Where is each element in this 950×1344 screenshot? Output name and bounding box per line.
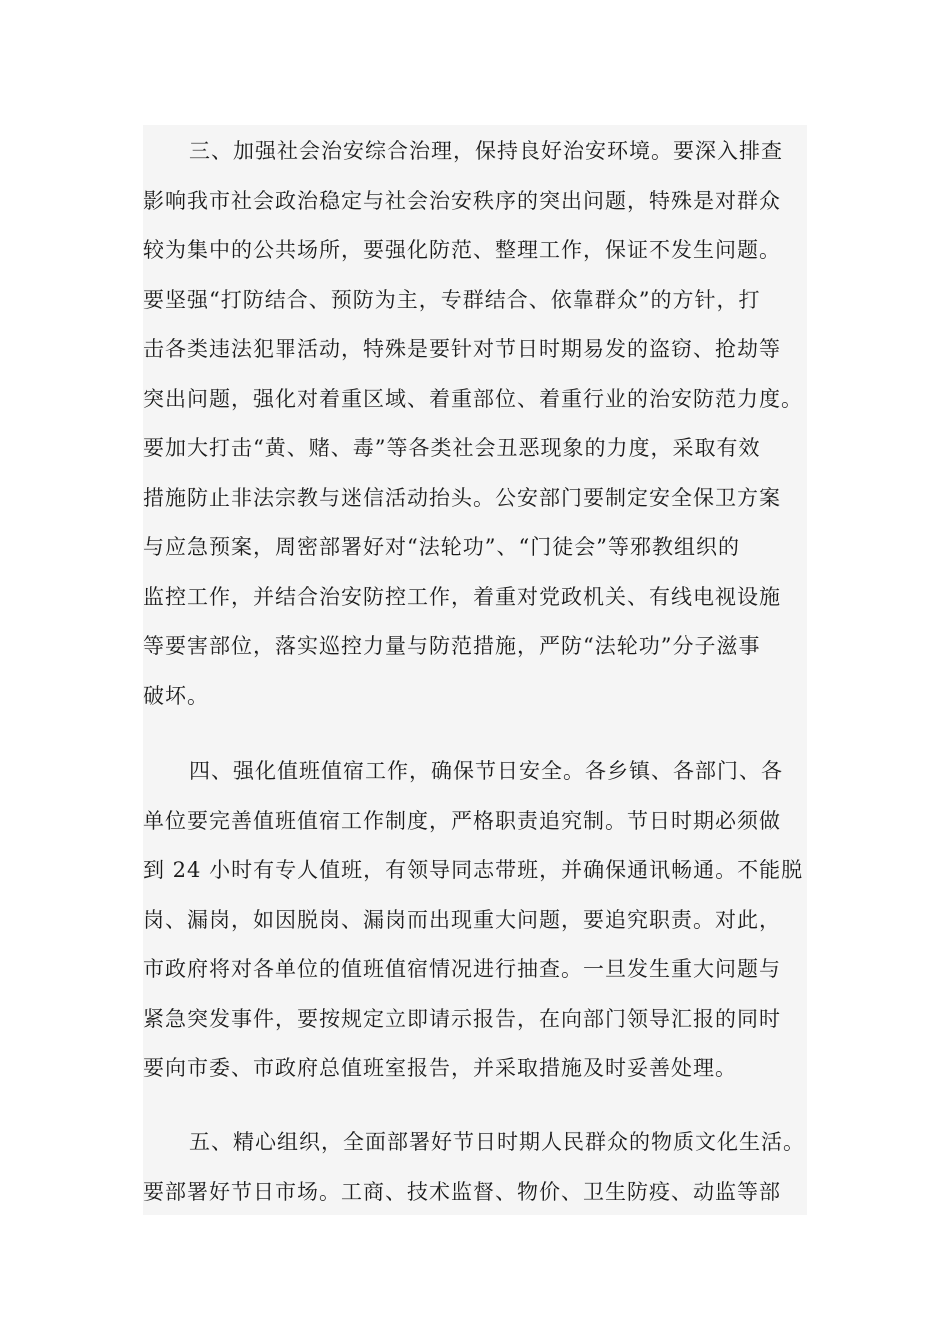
text-line: 要部署好节日市场。工商、技术监督、物价、卫生防疫、动监等部 [143, 1179, 781, 1204]
text-line: 岗、漏岗，如因脱岗、漏岗而出现重大问题，要追究职责。对此， [143, 907, 781, 932]
text-line: 紧急突发事件，要按规定立即请示报告，在向部门领导汇报的同时 [143, 1006, 781, 1031]
text-line: 等要害部位，落实巡控力量与防范措施，严防“法轮功”分子滋事 [143, 634, 761, 658]
text-line: 要坚强“打防结合、预防为主，专群结合、依靠群众”的方针，打 [143, 287, 761, 312]
text-line: 五、精心组织，全面部署好节日时期人民群众的物质文化生活。 [189, 1130, 805, 1154]
text-line: 击各类违法犯罪活动，特殊是要针对节日时期易发的盗窃、抢劫等 [143, 337, 781, 361]
paragraph-section-3 [143, 127, 807, 721]
paragraph-section-4 [143, 747, 807, 1094]
text-line: 要加大打击“黄、赌、毒”等各类社会丑恶现象的力度，采取有效 [143, 436, 761, 460]
text-line: 较为集中的公共场所，要强化防范、整理工作，保证不发生问题。 [143, 238, 781, 262]
text-line: 要向市委、市政府总值班室报告，并采取措施及时妥善处理。 [143, 1056, 737, 1080]
text-line: 破坏。 [143, 683, 209, 708]
document-page [143, 125, 807, 1215]
text-line: 四、强化值班值宿工作，确保节日安全。各乡镇、各部门、各 [189, 759, 783, 783]
text-line: 到 24 小时有专人值班，有领导同志带班，并确保通讯畅通。不能脱 [143, 858, 804, 882]
text-line: 监控工作，并结合治安防控工作，着重对党政机关、有线电视设施 [143, 584, 781, 609]
text-line: 三、加强社会治安综合治理，保持良好治安环境。要深入排查 [189, 139, 783, 163]
text-line: 影响我市社会政治稳定与社会治安秩序的突出问题，特殊是对群众 [143, 188, 781, 213]
text-line: 与应急预案，周密部署好对“法轮功”、“门徒会”等邪教组织的 [143, 535, 740, 559]
text-line: 突出问题，强化对着重区域、着重部位、着重行业的治安防范力度。 [143, 386, 803, 411]
text-line: 单位要完善值班值宿工作制度，严格职责追究制。节日时期必须做 [143, 808, 781, 833]
paragraph-section-5 [143, 1118, 807, 1217]
text-line: 措施防止非法宗教与迷信活动抬头。公安部门要制定安全保卫方案 [143, 485, 781, 510]
text-line: 市政府将对各单位的值班值宿情况进行抽查。一旦发生重大问题与 [143, 957, 781, 981]
